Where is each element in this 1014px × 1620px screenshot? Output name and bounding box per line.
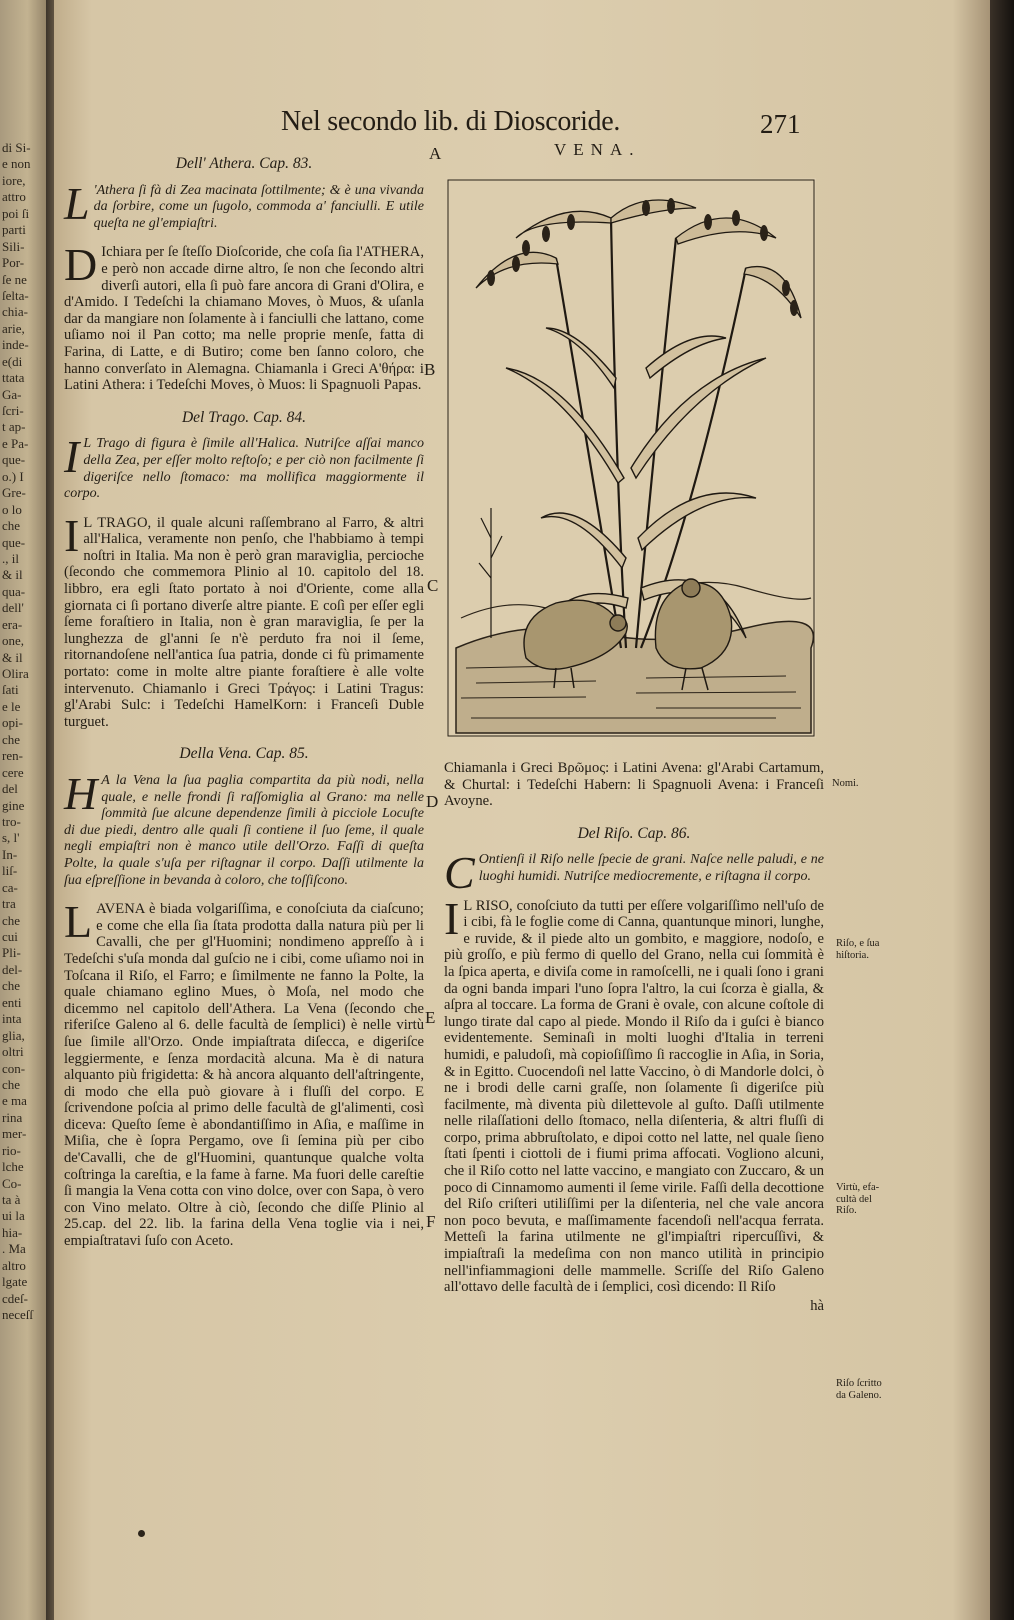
left-page-fragment: che [2,1076,21,1092]
side-note-line: Riſo ſcritto [836,1378,882,1389]
margin-letter-f: F [426,1212,436,1231]
body-text: Ichiara per ſe ſteſſo Dioſcoride, che coſa ſia l'ATHERA, e però non accade dirne altro, ſe non che ſecondo altri diverſi autori, ella ſi può fare ancora di Grani d'Olira, e d'Amido. I Tedeſchi la chiamano Moves, ò Muos, & uſanla dar da mangiare non ſolamente à i fanciulli che lattano, come uſiamo noi il Pan cotto; ma nelle proprie menſe, fatta di Farina, di Latte, e di Butiro; come ben ſanno coloro, che hanno converſato in Alemagna. Chiamanla i Greci A'θήρα: i Latini Athera: i Tedeſchi Moves, ò Muos: li Spagnuoli Papas. [64,244,424,394]
left-page-fragment: ren- [2,748,23,764]
left-page-fragment: ſati [2,682,19,698]
left-page-fragment: Sili- [2,238,25,254]
left-page-fragment: parti [2,222,26,238]
left-page-fragment: e le [2,698,21,714]
left-page-fragment: t ap- [2,419,26,435]
left-page-fragment: liſ- [2,863,18,879]
left-page-fragment: che [2,912,21,928]
left-page-fragment: e non [2,156,31,172]
side-note-virtu [836,1182,879,1217]
left-page-fragment: opi- [2,715,23,731]
margin-letter-d: D [426,792,439,811]
chapter-84-summary [64,431,424,502]
left-page-fragment: Ga- [2,386,22,402]
left-page-fragment: iore, [2,172,26,188]
left-page-fragment: ca- [2,879,18,895]
vena-heading: VENA. [554,140,641,159]
left-page-fragment: glia, [2,1027,25,1043]
left-page-fragment: chia- [2,304,28,320]
side-note-nomi: Nomi. [832,778,859,789]
left-page-fragment: que- [2,452,26,468]
margin-letter-c: C [427,576,439,595]
left-page-fragment: ta à [2,1192,21,1207]
left-column [64,150,424,1266]
woodcut-oat-plant-illustration [446,178,816,738]
summary-text: L Trago di figura è ſimile all'Halica. Nutriſce aſſai manco della Zea, per eſſer molto reſtoſo; e per ciò non facilmente ſi digeriſce nello ſtomaco: ma mollifica maggiormente il corpo. [64,436,424,502]
left-page-fragment: s, l' [2,830,20,846]
side-note-line: da Galeno. [836,1389,882,1401]
left-page-fragment: gine [2,797,25,813]
dropcap: D [64,239,98,291]
side-note-line: cultà del [836,1193,872,1205]
side-note-line: Riſo, e ſua [836,938,880,949]
body-text: AVENA è biada volgariſſima, e conoſciuta da ciaſcuno; e come che ella ſia ſtata prodotta dalla natura più per li Cavalli, che per gl'Huomini; nondimeno appreſſo à i Tedeſchi s'uſa monda dal guſcio ne i cibi, come uſiamo noi in Toſcana il Riſo, el Farro; e ſimilmente ne fanno la Polte, la quale chiamano eglino Mues, ò Moſa, nel modo che dicemmo nel capitolo dell'Athera. La Vena (ſecondo che riferiſce Galeno al 6. delle facultà de ſemplici) è nelle virtù ſue ſimile all'Orzo. Onde impiaſtrata diſecca, e digeriſce leggiermente, e ſenza mordacità alcuna. Ma è di natura alquanto più frigidetta: & hà ancora alquanto dell'aſtringente, di modo che ella può giovare à i fluſſi del corpo. E ſcrivendone poſcia al primo delle facultà de gl'alimenti, così diceva: Queſto ſeme è abondantiſſimo in Aſia, e maſſime in Miſia, che è ſopra Pergamo, ove ſi ſemina più per cibo de'Cavalli, che de gl'Huomini, quantunque qualche volta coſtringa la careſtia, e la fame à farne. Ma fuori delle careſtie ſi mangia la Vena cotta con vino dolce, over con Sapa, ò vero con Vino melato. Oltre à ciò, ſecondo che diſſe Plinio al 25.cap. del 22. lib. la farina della Vena toglie via i nei, empiaſtratavi ſuſo con Aceto. [64,901,424,1250]
left-page-fragment: che [2,518,21,534]
left-page-fragment: di Si- [2,140,31,155]
left-page-fragment: enti [2,994,22,1010]
right-column [444,760,824,1314]
body-text: L TRAGO, il quale alcuni raſſembrano al Farro, & altri all'Halica, veramente non penſo, che l'habbiamo à tempi noſtri in Italia. Ma non è però gran maraviglia, percioche (ſecondo che commemora Plinio al 10. capitolo del 18. libbro, era egli ſtato portato à noi d'Oriente, come alla giornata ci ſi portano diverſe altre piante. E coſì per eſſer egli ſeme foraſtiero in Italia, non è gran maraviglia, ſe per la lunghezza de gl'anni ſe n'è perduto fra noi il ſeme, ritornandoſene nell'antica ſua patria, donde ci fù primamente portato: come in molte altre piante foraſtiere è alle volte intervenuto. Chiamanlo i Greci Τράγος: i Latini Tragus: gl'Arabi Sulc: i Tedeſchi HamelKorn: i Franceſi Duble turguet. [64,514,424,730]
chapter-86-summary [444,847,824,899]
left-page-fragment: del [2,781,18,797]
side-note-line: Virtù, efa- [836,1182,880,1193]
left-page-fragments [2,140,48,1324]
left-page-fragment: era- [2,616,23,632]
left-page-fragment: cdeſ- [2,1290,28,1306]
left-page-fragment: ſelta- [2,287,29,303]
dropcap: L [64,177,90,229]
left-page-fragment: che [2,731,21,747]
body-text: L RISO, conoſciuto da tutti per eſſere volgariſſimo nell'uſo de i cibi, fà le foglie come di Canna, quantunque minori, lunghe, e ruvide, & il piede alto un gombito, e maggiore, nodoſo, e più groſſo, e più fermo di quello del Grano, nella cui ſommità è la ſpica aperta, e diviſa come in ramoſcelli, ne i quali ſono i grani da ogni banda impari l'uno ſopra l'altro, la cui ſcorza è gialla, & aſpra al toccare. La forma de Grani è ovale, con alcune coſtole di lungo tirate dal capo al piede. Mondo il Riſo da i guſci è bianco evidentemente. Seminaſi in molti luoghi d'Italia in terreni humidi, e paludoſi, mà copioſiſſimo ſi raccoglie in Aſia, in Soria, & in Egitto. Cuocendoſi nel latte Vaccino, ò di Mandorle dolci, ò ne i brodi delle carni graſſe, non ſolamente ſi digeriſce più facilmente, mà diventa più dilettevole al guſto. Daſſi utilmente nelle rilaſſationi dello ſtomaco, nella diſenteria, & altri fluſſi di corpo, prima abbruſtolato, e dipoi cotto nel latte, nel quale ſieno ſtati ſpenti i ciottoli de i fiumi prima affocati. Vogliono alcuni, che il Riſo cotto nel latte vaccino, e mangiato con Zuccaro, & un poco di Cinnamomo aumenti il ſeme virile. Faſſi della decottione del Riſo criſteri utiliſſimi per la diſenteria, nel che vale ancora non poco bevuta, e maſſimamente facendoſi nell'acqua ferrata. Metteſi la farina utilmente ne gl'impiaſtri ripercuſſivi, & impiaſtraſi la medeſima con non manco utilità in principio nell'infiammagioni delle mammelle. Scriſſe del Riſo Galeno all'ottavo delle facultà de i ſemplici, così dicendo: Il Riſo [444,897,824,1296]
left-page-fragment: che [2,978,21,994]
summary-text: 'Athera ſi fà di Zea macinata ſottilmente; & è una vivanda da ſorbire, come un ſugolo, commoda a' fanciulli. E utile queſta ne gl'empiaſtri. [93,182,424,231]
left-page-fragment: Por- [2,255,25,271]
chapter-83-body [64,239,424,394]
left-page-fragment: Pli- [2,945,21,961]
chapter-84-title: Del Trago. Cap. 84. [181,408,306,426]
left-page-fragment: ., il [2,550,19,566]
left-page-fragment: tro- [2,813,21,829]
chapter-85-body [64,896,424,1250]
left-page-fragment: mer- [2,1126,27,1142]
left-page-fragment: ſe ne [2,271,27,287]
side-note-riso-historia [836,938,879,961]
left-page-fragment: o lo [2,501,22,517]
summary-text: Ontienſi il Riſo nelle ſpecie de grani. Naſce nelle paludi, e ne luoghi humidi. Nutriſce mediocremente, e riſtagna il corpo. [478,852,824,884]
chapter-83-summary [64,177,424,233]
side-note-line: Riſo. [836,1205,857,1216]
left-page-fragment: cere [2,764,24,780]
left-page-fragment: ſcri- [2,403,24,418]
chapter-86-title: Del Riſo. Cap. 86. [577,824,691,842]
left-page-fragment: qua- [2,583,26,599]
dropcap: C [444,847,475,899]
side-note-galeno [836,1378,882,1401]
book-page [54,0,990,1620]
left-page-fragment: lche [2,1159,24,1175]
left-page-fragment: arie, [2,320,25,336]
margin-letter-a: A [429,144,442,163]
left-page-fragment: Co- [2,1175,22,1191]
left-page-edge [0,0,50,1620]
left-page-fragment: lgate [2,1274,28,1290]
chapter-83-title: Dell' Athera. Cap. 83. [175,155,313,172]
left-page-fragment: & il [2,567,23,583]
dropcap: L [64,896,93,948]
left-page-fragment: ttata [2,370,25,386]
chapter-86-body [444,892,824,1296]
left-page-fragment: del- [2,961,23,977]
dropcap: H [64,768,98,819]
ink-mark [138,1530,145,1537]
left-page-fragment: e ma [2,1093,27,1109]
left-page-fragment: rina [2,1109,23,1125]
left-page-fragment: que- [2,534,26,550]
running-head: Nel secondo lib. di Dioscoride. [281,106,621,137]
page-number: 271 [760,109,801,139]
left-page-fragment: rio- [2,1142,21,1158]
vena-names: Chiamanla i Greci Βρῶμος: i Latini Avena: gl'Arabi Cartamum, & Churtal: i Tedeſchi Habern: li Spagnuoli Avena: i Franceſi Avoyne. [444,760,824,810]
margin-letter-e: E [425,1008,436,1027]
left-page-fragment: In- [2,846,18,862]
left-page-fragment: altro [2,1257,26,1273]
left-page-fragment: neceſſ [2,1307,34,1323]
chapter-85-summary [64,768,424,889]
left-page-fragment: dell' [2,600,24,616]
dropcap: I [64,509,80,561]
left-page-fragment: inta [2,1011,22,1027]
left-page-fragment: Olira [2,666,29,681]
page-right-edge [990,0,1014,1620]
chapter-85-title: Della Vena. Cap. 85. [179,745,309,763]
left-page-fragment: con- [2,1060,26,1076]
left-page-fragment: tra [2,896,16,912]
left-page-fragment: e Pa- [2,435,29,451]
left-page-fragment: Gre- [2,485,26,501]
left-page-fragment: poi ſi [2,205,30,221]
dropcap: I [64,431,80,483]
dropcap: I [444,892,460,944]
left-page-fragment: inde- [2,337,29,353]
summary-text: A la Vena la ſua paglia compartita da più nodi, nella quale, e nelle frondi ſi raſſomiglia al Grano: ma nelle ſommità ſue alcune dependenze ſimili à picciole Locuſte di due piedi, dentro alle quali ſi contiene il ſuo ſeme, il quale negli empiaſtri non è manco utile dell'Orzo. Faſſi di queſta Polte, la quale s'uſa per riſtagnar il corpo. Daſſi utilmente la ſua eſpreſſione in bevanda à coloro, che toſſiſcono. [64,773,424,888]
left-page-fragment: cui [2,929,18,944]
left-page-fragment: o.) I [2,468,24,484]
chapter-84-body [64,509,424,731]
left-page-fragment: e(di [2,353,23,369]
catchword: hà [810,1297,824,1314]
left-page-fragment: . Ma [2,1241,26,1257]
margin-letter-b: B [424,360,436,379]
left-page-fragment: one, [2,633,25,649]
left-page-fragment: & il [2,649,23,665]
left-page-fragment: ui la [2,1208,25,1224]
left-page-fragment: attro [2,189,26,205]
side-note-line: hiſtoria. [836,949,869,961]
left-page-fragment: hia- [2,1224,23,1240]
left-page-fragment: oltri [2,1044,24,1060]
